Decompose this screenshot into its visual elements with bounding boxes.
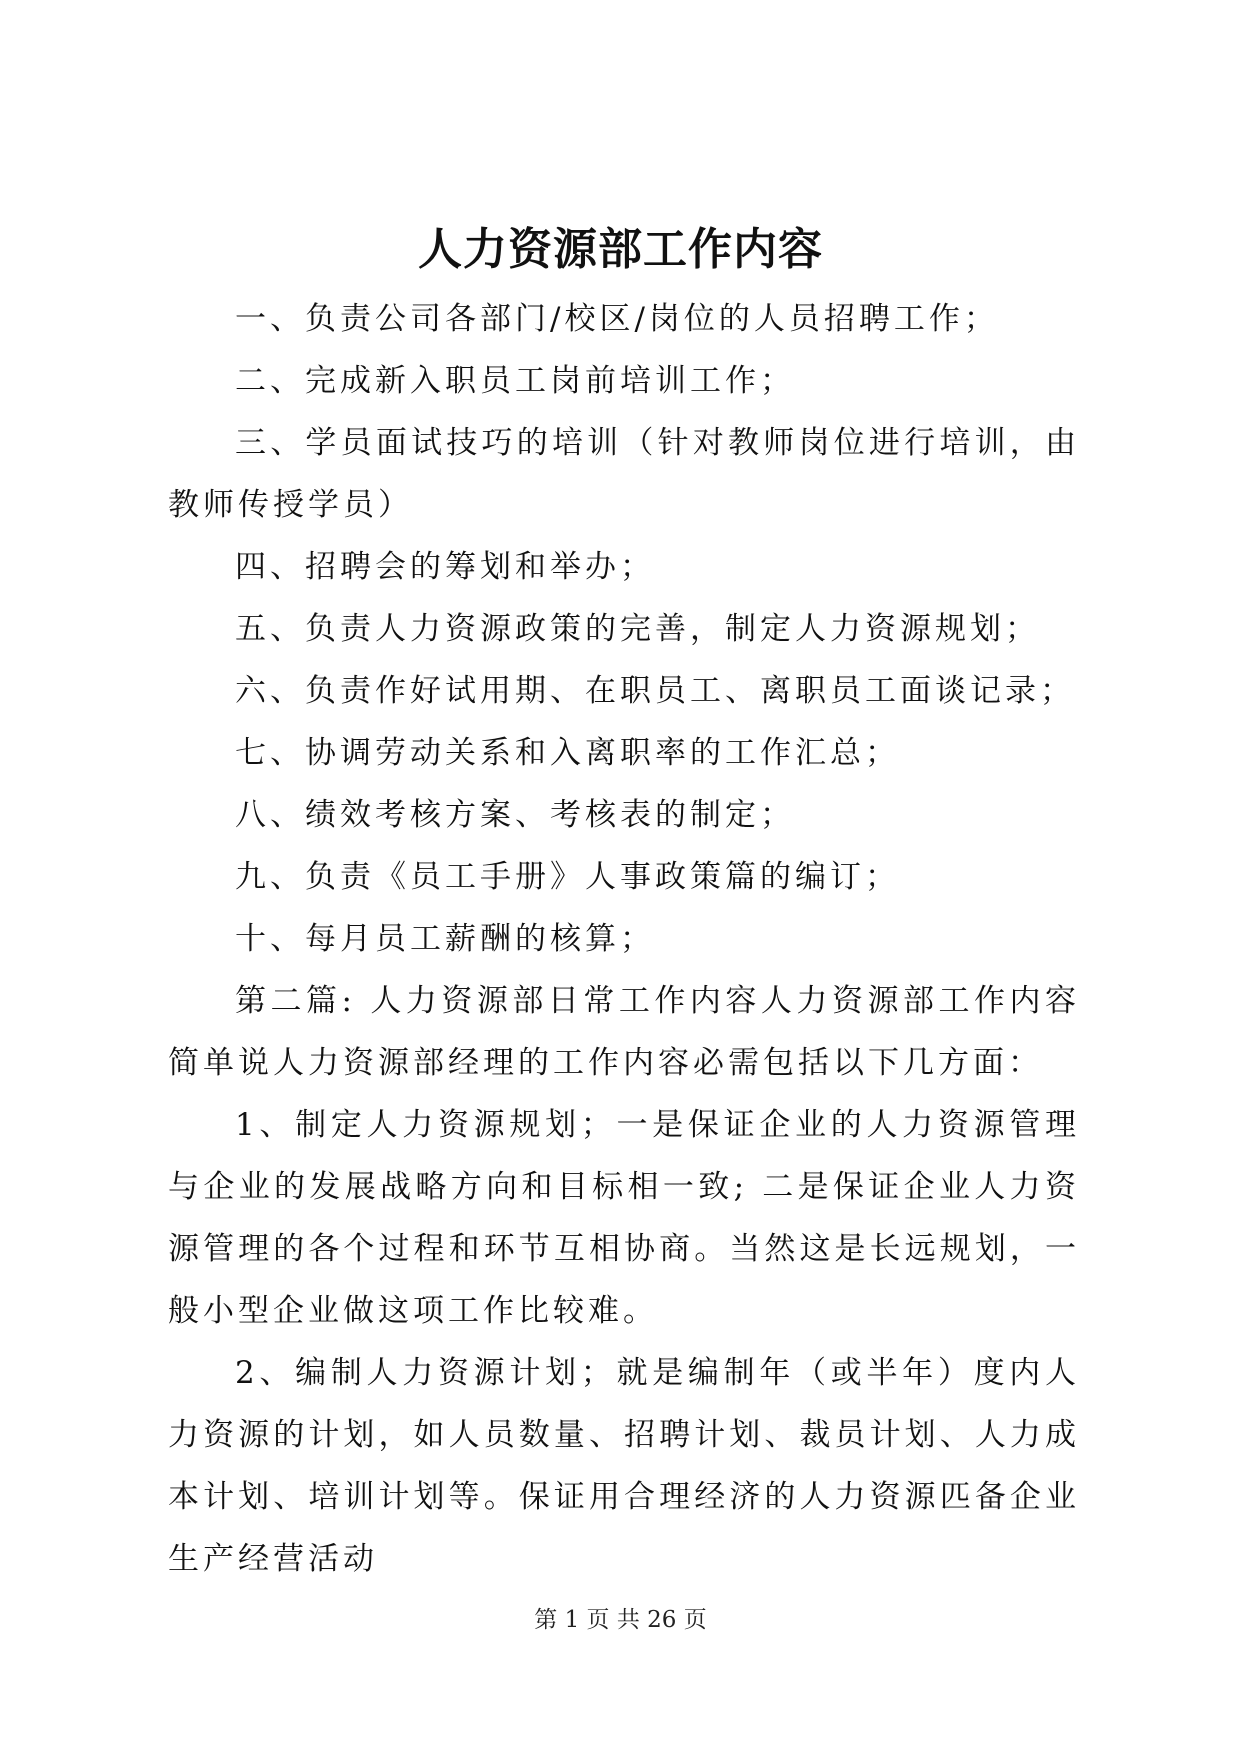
paragraph: 1、制定人力资源规划；一是保证企业的人力资源管理与企业的发展战略方向和目标相一致; 二是保证企业人力资源管理的各个过程和环节互相协商。当然这是长远规划，一般小型企业做这项工作比较难。 (168, 1107, 1080, 1329)
paragraph: 六、负责作好试用期、在职员工、离职员工面谈记录； (235, 673, 1075, 709)
paragraph: 八、绩效考核方案、考核表的制定； (235, 797, 795, 833)
paragraph: 七、协调劳动关系和入离职率的工作汇总； (235, 735, 900, 771)
paragraph: 2、编制人力资源计划；就是编制年（或半年）度内人力资源的计划，如人员数量、招聘计划、裁员计划、人力成本计划、培训计划等。保证用合理经济的人力资源匹备企业生产经营活动 (168, 1355, 1080, 1577)
paragraph: 九、负责《员工手册》人事政策篇的编订； (235, 859, 900, 895)
paragraph: 五、负责人力资源政策的完善，制定人力资源规划； (235, 611, 1040, 647)
document-title: 人力资源部工作内容 (418, 224, 823, 275)
paragraph: 四、招聘会的筹划和举办； (235, 549, 655, 585)
document-body (168, 288, 1080, 1590)
page-footer: 第 1 页 共 26 页 (534, 1607, 707, 1633)
paragraph: 一、负责公司各部门/校区/岗位的人员招聘工作； (235, 301, 999, 337)
paragraph: 第二篇: 人力资源部日常工作内容人力资源部工作内容简单说人力资源部经理的工作内容必需包括以下几方面： (168, 983, 1080, 1081)
paragraph: 二、完成新入职员工岗前培训工作； (235, 363, 795, 399)
paragraph: 十、每月员工薪酬的核算； (235, 921, 655, 957)
paragraph: 三、学员面试技巧的培训（针对教师岗位进行培训，由教师传授学员） (168, 425, 1080, 523)
